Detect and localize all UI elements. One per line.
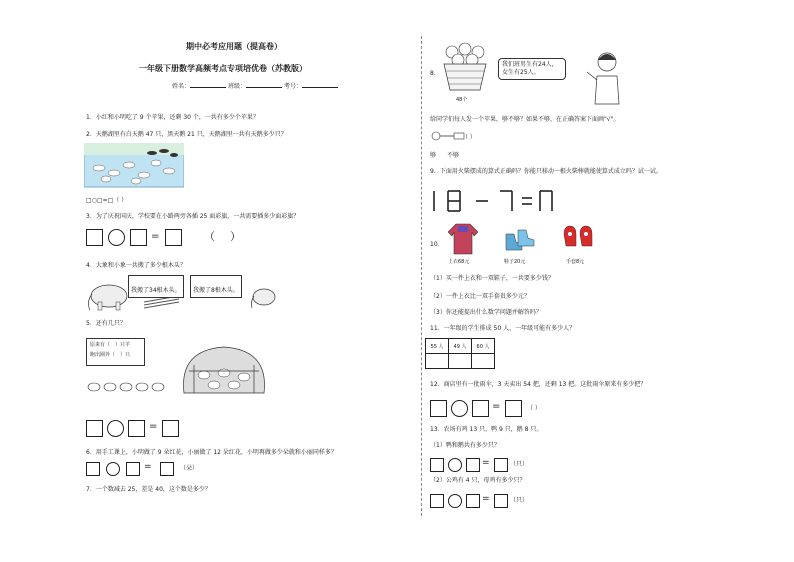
- answer-box[interactable]: [130, 229, 147, 246]
- answer-box[interactable]: [494, 494, 508, 508]
- operator-circle[interactable]: [107, 420, 124, 437]
- question-8-text: 给同学们每人发一个苹果，够不够？如果不够，在正确答案下面画"√"。: [430, 116, 620, 123]
- speech-bubble: 我搬了8根木头。: [190, 275, 242, 298]
- answer-box[interactable]: [86, 420, 103, 437]
- swans-picture: [84, 143, 184, 188]
- name-blank[interactable]: [190, 81, 226, 88]
- basket-count: 48个: [456, 97, 468, 103]
- equals-sign: =: [492, 401, 501, 412]
- paper-title: 期中必考应用题（提高卷）: [186, 42, 282, 51]
- table-cell[interactable]: 60 人: [472, 339, 495, 354]
- question-10-sub2: （2）一件上衣比一双手套贵多少元？: [430, 293, 530, 300]
- elephant-picture: [84, 272, 284, 312]
- operator-circle[interactable]: [448, 458, 462, 472]
- equals-sign: =: [151, 231, 160, 242]
- answer-box[interactable]: [128, 420, 145, 437]
- answer-box[interactable]: [472, 400, 489, 417]
- equals-sign: =: [144, 462, 152, 472]
- speech-bubble: 我们班男生有24人，女生有25人。: [498, 58, 566, 80]
- question-13-sub1: （1）鸭和鹅共有多少只？: [430, 442, 500, 449]
- speech-bubble: 我搬了34根木头。: [128, 275, 184, 298]
- apple-basket-picture: [440, 40, 490, 98]
- question-13: 13．农场有鸡 13 只，鸭 9 只，鹅 8 只。: [430, 426, 543, 433]
- unit-paren-left: （: [204, 230, 215, 243]
- choice-not-enough[interactable]: 不够: [447, 152, 460, 159]
- unit-label: （朵）: [180, 465, 199, 472]
- answer-paren[interactable]: （ ）: [527, 405, 541, 412]
- operator-circle[interactable]: [108, 229, 125, 246]
- table-cell[interactable]: 49 人: [449, 339, 472, 354]
- class-blank[interactable]: [246, 81, 282, 88]
- question-10-sub1: （1）买一件上衣和一双鞋子，一共要多少钱？: [430, 275, 554, 282]
- question-9: 9．下面用火柴摆成的算式正确吗？你能只移动一根火柴棒就能使算式成立吗？试一试。: [430, 168, 662, 175]
- answer-box[interactable]: [430, 458, 444, 472]
- paper-subtitle: 一年级下册数学高频考点专项培优卷（苏教版）: [139, 64, 307, 73]
- answer-box[interactable]: [505, 400, 522, 417]
- answer-box[interactable]: [165, 229, 182, 246]
- table-cell[interactable]: [449, 354, 472, 369]
- answer-paren[interactable]: （ ）: [462, 134, 476, 141]
- boy-picture: [585, 48, 625, 106]
- equals-sign: =: [482, 458, 490, 468]
- unit-paren-right: ）: [230, 230, 241, 243]
- sheep-info-box: 原来有（ ）只羊 跑出圈外（ ）只: [86, 338, 145, 366]
- price-label: 鞋子20元: [504, 259, 526, 265]
- answer-box[interactable]: [430, 400, 447, 417]
- column-divider: [421, 36, 422, 516]
- question-6: 6．用手工课上，小明做了 9 朵红花，小丽做了 12 朵红花，小明再做多少朵就和小丽同样多？: [86, 449, 337, 456]
- table-cell[interactable]: 55 人: [426, 339, 449, 354]
- table-cell[interactable]: [426, 354, 449, 369]
- question-8-number: 8．: [430, 70, 440, 77]
- sheep-picture: [84, 345, 274, 395]
- question-10-number: 10．: [430, 241, 444, 248]
- question-1: 1．小红和小明吃了 9 个苹果，还剩 30 个，一共有多少个苹果？: [86, 114, 259, 121]
- question-4: 4．大象和小象一共搬了多少根木头？: [86, 262, 186, 269]
- answer-box[interactable]: [86, 462, 100, 476]
- gloves-picture: [560, 224, 596, 254]
- question-10-sub3: （3）你还能提出什么数学问题并解答吗？: [430, 309, 542, 316]
- question-11: 11．一年级的学生排成 50 人，一年级可能有多少人？: [430, 325, 576, 332]
- matchstick-picture: [430, 188, 560, 214]
- question-2: 2．天鹅湖里有白天鹅 47 只，黑天鹅 21 只，天鹅湖里一共有天鹅多少只？: [86, 131, 287, 138]
- answer-box[interactable]: [86, 229, 103, 246]
- operator-circle[interactable]: [451, 400, 468, 417]
- unit-label: （只）: [510, 497, 529, 504]
- equals-sign: =: [482, 494, 490, 504]
- shoes-picture: [504, 226, 536, 254]
- answer-box[interactable]: [466, 458, 480, 472]
- student-info-line: 姓名： 班级： 考号：: [172, 81, 338, 91]
- equals-sign: =: [149, 421, 158, 432]
- question-7: 7．一个数减去 25，差是 40，这个数是多少？: [86, 486, 211, 493]
- price-label: 上衣68元: [448, 259, 470, 265]
- question-13-sub2: （2）公鸡有 4 只，母鸡有多少只？: [430, 477, 526, 484]
- operator-circle[interactable]: [448, 494, 462, 508]
- price-label: 手套8元: [566, 259, 585, 265]
- question-12: 12．商店里有一批雨伞，3 天卖出 54 把，还剩 13 把。这批雨伞原来有多少把？: [430, 381, 647, 388]
- table-cell[interactable]: [472, 354, 495, 369]
- choice-enough[interactable]: 够: [430, 152, 437, 159]
- question-2-formula: □○□=□（ ）: [86, 197, 128, 204]
- question-3: 3．为了庆祝国庆，学校要在小路两旁各插 25 面彩旗，一共需要插多少面彩旗？: [86, 213, 300, 220]
- jacket-picture: [448, 222, 478, 256]
- answer-box[interactable]: [126, 462, 140, 476]
- answer-box[interactable]: [466, 494, 480, 508]
- choices-table: [425, 338, 495, 369]
- answer-box[interactable]: [494, 458, 508, 472]
- answer-box[interactable]: [430, 494, 444, 508]
- id-blank[interactable]: [302, 81, 338, 88]
- unit-label: （只）: [510, 461, 529, 468]
- answer-box[interactable]: [160, 462, 174, 476]
- operator-circle[interactable]: [106, 462, 120, 476]
- answer-box[interactable]: [162, 420, 179, 437]
- question-5: 5．还有几只？: [86, 320, 126, 327]
